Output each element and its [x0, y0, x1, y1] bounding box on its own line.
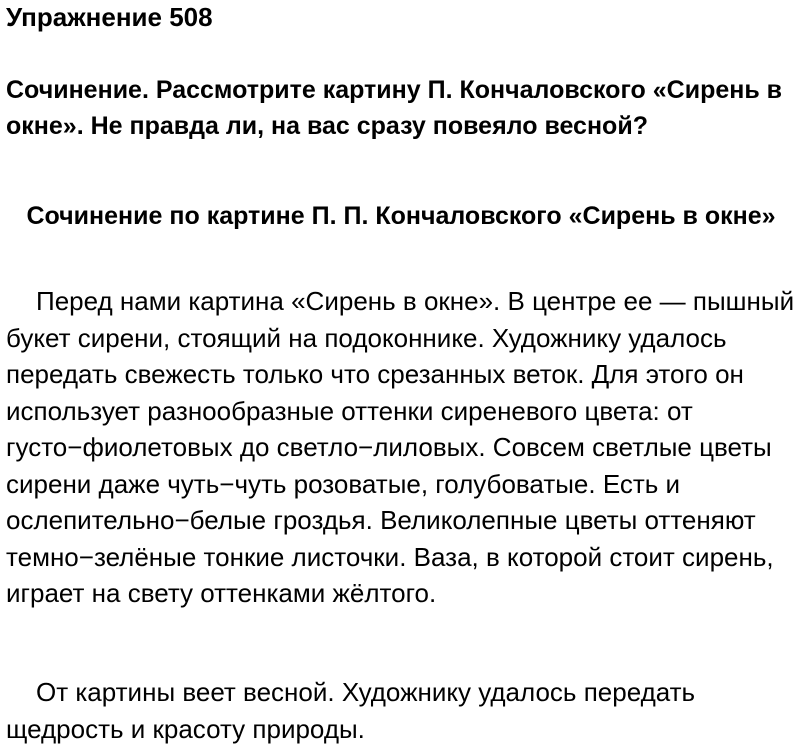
task-text: Сочинение. Рассмотрите картину П. Кончаловского «Сирень в окне». Не правда ли, на вас сразу повеяло весной?	[6, 76, 783, 140]
exercise-title: Упражнение 508	[6, 2, 213, 32]
essay-title: Сочинение по картине П. П. Кончаловского «Сирень в окне»	[26, 202, 776, 230]
essay-paragraph: Перед нами картина «Сирень в окне». В центре ее — пышный букет сирени, стоящий на подоконнике. Художнику удалось передать свежесть только что срезанных веток. Для этого он использует разнообразные оттенки сиреневого цвета: от густо−фиолетовых до светло−лиловых. Совсем светлые цветы сирени даже чуть−чуть розоватые, голубоватые. Есть и ослепительно−белые гроздья. Великолепные цветы оттеняют темно−зелёные тонкие листочки. Ваза, в которой стоит сирень, играет на свету оттенками жёлтого.	[6, 286, 795, 608]
essay-paragraph: От картины веет весной. Художнику удалось передать щедрость и красоту природы.	[6, 677, 696, 744]
